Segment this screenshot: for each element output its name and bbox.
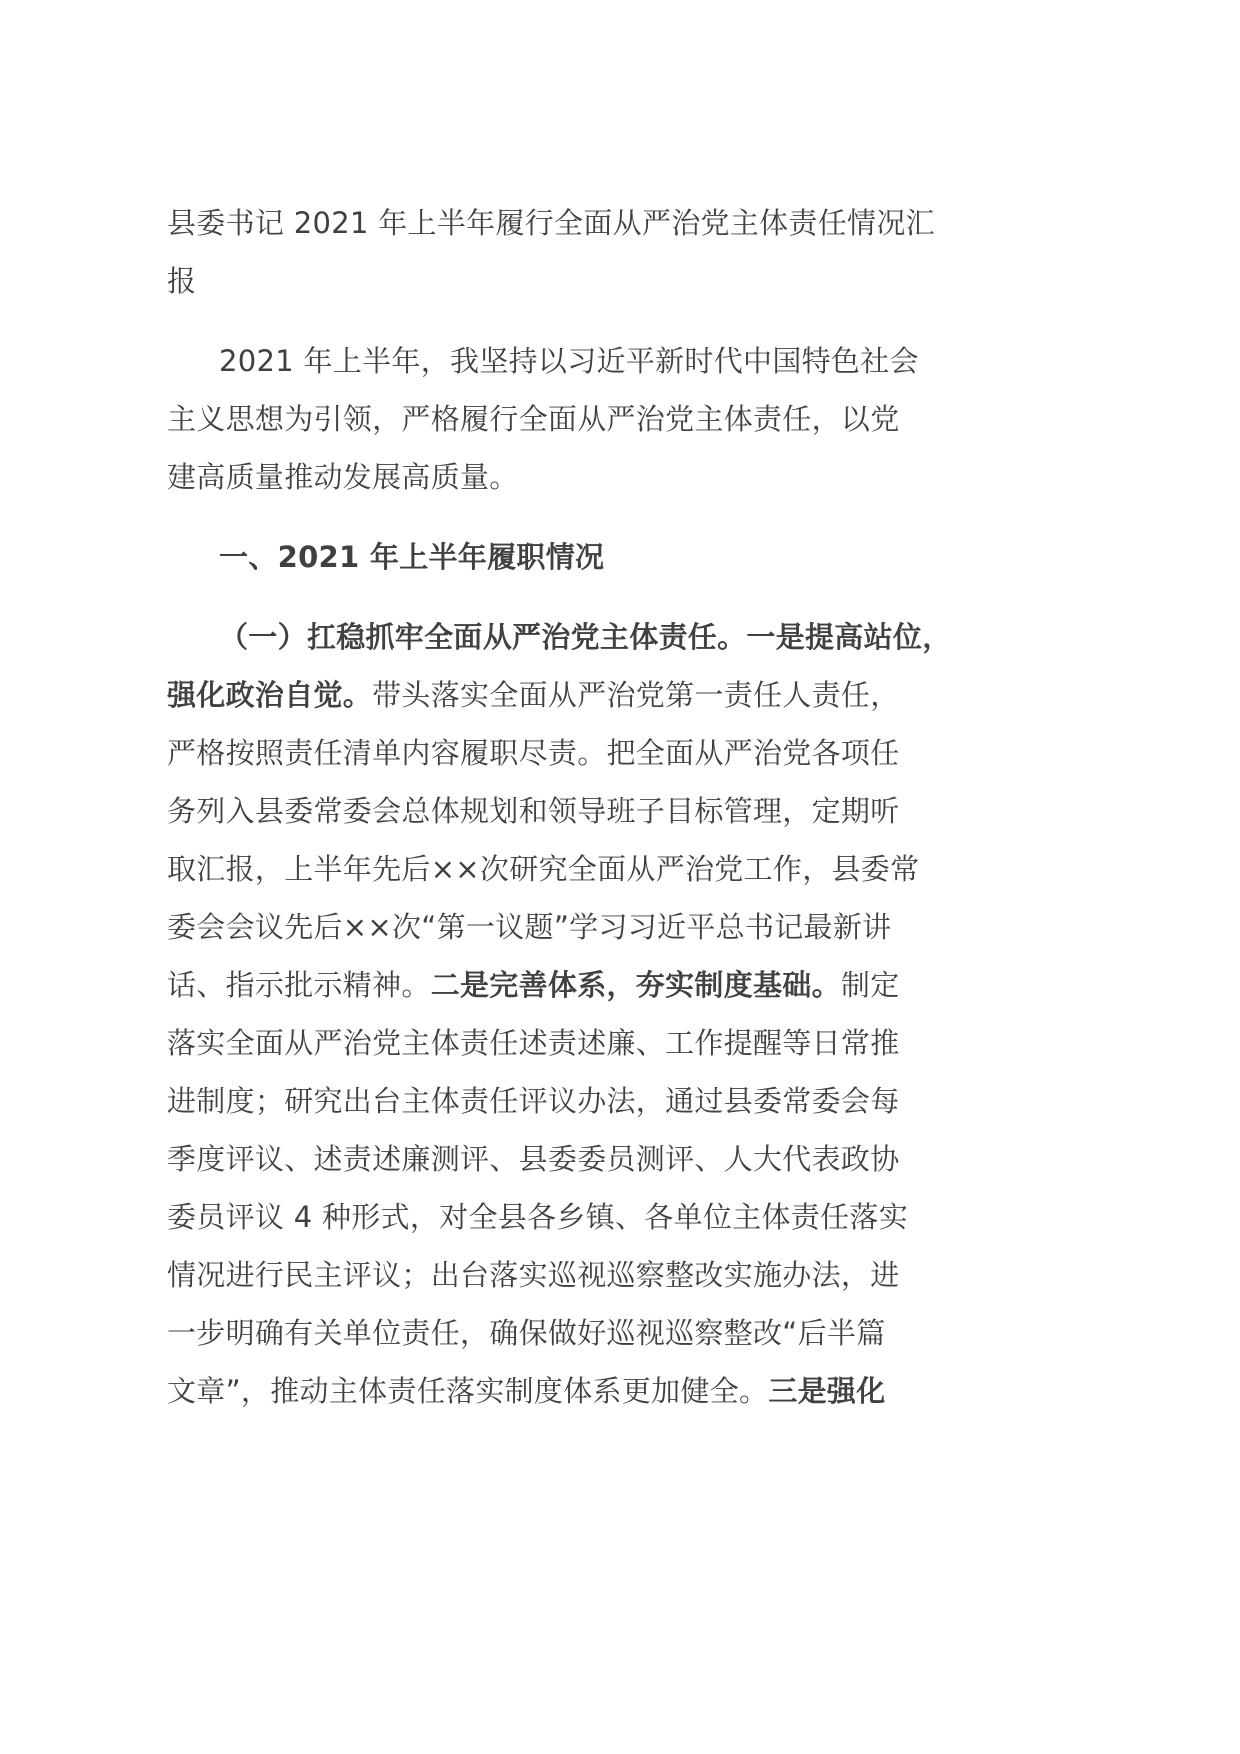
body-text: 文章”，推动主体责任落实制度体系更加健全。: [167, 1374, 769, 1408]
body-line-8: 落实全面从严治党主体责任述责述廉、工作提醒等日常推: [167, 1026, 900, 1060]
intro-line-2: 主义思想为引领，严格履行全面从严治党主体责任，以党: [167, 402, 900, 436]
body-line-4: 务列入县委常委会总体规划和领导班子目标管理，定期听: [167, 794, 900, 828]
intro-paragraph: [167, 332, 943, 506]
body-line-2: [167, 666, 943, 724]
body-line-11: 委员评议 4 种形式，对全县各乡镇、各单位主体责任落实: [167, 1200, 908, 1234]
body-line-10: 季度评议、述责述廉测评、县委委员测评、人大代表政协: [167, 1142, 900, 1176]
point-three-title: 三是强化: [768, 1374, 886, 1408]
body-text: 话、指示批示精神。: [167, 968, 431, 1002]
document-title: [167, 194, 943, 310]
body-line-6: 委会会议先后××次“第一议题”学习习近平总书记最新讲: [167, 910, 892, 944]
body-text: 制定: [840, 968, 900, 1002]
body-line-5: 取汇报，上半年先后××次研究全面从严治党工作，县委常: [167, 852, 920, 886]
subsection-heading-line: （一）扛稳抓牢全面从严治党主体责任。一是提高站位，: [219, 620, 952, 654]
point-one-title: 强化政治自觉。: [167, 678, 373, 712]
section1-paragraph: [167, 608, 952, 1420]
body-line-14: [167, 1362, 943, 1420]
intro-line-3: 建高质量推动发展高质量。: [167, 460, 519, 494]
title-line-1: 县委书记 2021 年上半年履行全面从严治党主体责任情况汇: [167, 206, 935, 240]
body-line-12: 情况进行民主评议；出台落实巡视巡察整改实施办法，进: [167, 1258, 900, 1292]
body-line-3: 严格按照责任清单内容履职尽责。把全面从严治党各项任: [167, 736, 900, 770]
point-two-title: 二是完善体系，夯实制度基础。: [430, 968, 841, 1002]
title-line-2: 报: [167, 264, 197, 298]
document-page: [167, 194, 952, 1420]
body-text: 带头落实全面从严治党第一责任人责任，: [372, 678, 900, 712]
body-line-9: 进制度；研究出台主体责任评议办法，通过县委常委会每: [167, 1084, 900, 1118]
body-line-7: [167, 956, 943, 1014]
intro-line-1: 2021 年上半年，我坚持以习近平新时代中国特色社会: [219, 344, 919, 378]
body-line-13: 一步明确有关单位责任，确保做好巡视巡察整改“后半篇: [167, 1316, 886, 1350]
section-heading: 一、2021 年上半年履职情况: [219, 540, 605, 574]
